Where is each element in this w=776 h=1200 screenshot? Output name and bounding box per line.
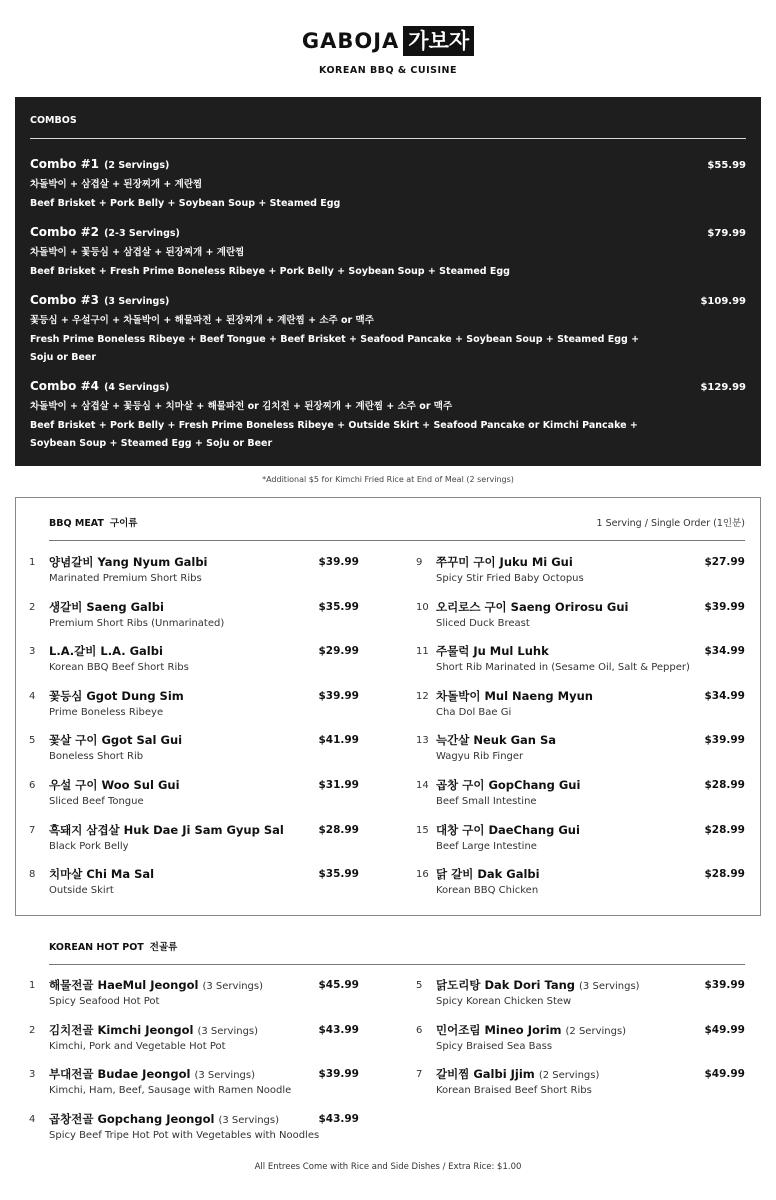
item-price: $39.99 bbox=[318, 1068, 359, 1081]
item-price: $43.99 bbox=[318, 1023, 359, 1036]
item-name: 늑간살 Neuk Gan Sa bbox=[436, 733, 557, 748]
item-number: 5 bbox=[416, 980, 423, 991]
bbq-section-header bbox=[49, 515, 745, 529]
menu-item bbox=[416, 599, 745, 635]
menu-item bbox=[29, 822, 359, 858]
item-price: $45.99 bbox=[318, 979, 359, 991]
combo-price: $129.99 bbox=[700, 382, 746, 393]
item-name: 닭 갈비 Dak Galbi bbox=[436, 867, 540, 882]
menu-item bbox=[416, 977, 745, 1013]
item-description: Spicy Korean Chicken Stew bbox=[436, 996, 572, 1007]
item-number: 1 bbox=[29, 980, 36, 991]
combo-korean: 차돌박이 + 삼겹살 + 꽃등심 + 치마살 + 해물파전 or 김치전 + 된장찌개 + 계란찜 + 소주 or 맥주 bbox=[30, 401, 453, 412]
combo-servings: (3 Servings) bbox=[104, 296, 170, 307]
item-number: 3 bbox=[29, 646, 36, 658]
item-description: Spicy Stir Fried Baby Octopus bbox=[436, 573, 584, 584]
combo-servings: (2 Servings) bbox=[104, 160, 170, 171]
combo-price: $55.99 bbox=[707, 160, 746, 171]
item-number: 12 bbox=[416, 690, 429, 702]
menu-item bbox=[29, 688, 359, 724]
item-name: 민어조림 Mineo Jorim (2 Servings) bbox=[436, 1022, 627, 1037]
menu-item bbox=[416, 732, 745, 768]
item-name: 꽃살 구이 Ggot Sal Gui bbox=[49, 733, 183, 748]
combo-korean: 차돌박이 + 삼겹살 + 된장찌개 + 계란찜 bbox=[30, 179, 203, 190]
item-description: Sliced Duck Breast bbox=[436, 617, 530, 629]
item-number: 4 bbox=[29, 690, 36, 702]
item-name: 쭈꾸미 구이 Juku Mi Gui bbox=[436, 555, 573, 569]
item-name: 부대전골 Budae Jeongol (3 Servings) bbox=[49, 1067, 255, 1082]
item-description: Beef Small Intestine bbox=[436, 796, 537, 807]
item-price: $28.99 bbox=[318, 823, 359, 836]
item-name: 갈비찜 Galbi Jjim (2 Servings) bbox=[436, 1067, 600, 1082]
item-name: 흑돼지 삼겹살 Huk Dae Ji Sam Gyup Sal bbox=[49, 822, 284, 837]
item-price: $43.99 bbox=[318, 1112, 359, 1125]
item-name: 생갈비 Saeng Galbi bbox=[49, 599, 164, 614]
bbq-section-title: BBQ MEAT 구이류 bbox=[49, 518, 138, 529]
item-servings: (3 Servings) bbox=[194, 1070, 255, 1082]
item-price: $29.99 bbox=[318, 645, 359, 658]
item-price: $39.99 bbox=[704, 979, 745, 991]
combo-name: Combo #1 bbox=[30, 157, 99, 171]
item-servings: (3 Servings) bbox=[197, 1025, 259, 1037]
item-description: Boneless Short Rib bbox=[49, 751, 144, 763]
item-description: Spicy Beef Tripe Hot Pot with Vegetables with Noodles bbox=[49, 1129, 320, 1141]
item-number: 15 bbox=[416, 824, 429, 836]
menu-item bbox=[416, 554, 745, 590]
divider bbox=[49, 540, 745, 541]
item-price: $34.99 bbox=[704, 689, 745, 702]
item-name: 차돌박이 Mul Naeng Myun bbox=[436, 688, 593, 703]
item-description: Premium Short Ribs (Unmarinated) bbox=[49, 617, 225, 629]
item-servings: (3 Servings) bbox=[202, 981, 264, 992]
serving-note: 1 Serving / Single Order (1인분) bbox=[596, 518, 745, 529]
menu-item bbox=[29, 732, 359, 768]
menu-item bbox=[416, 777, 745, 813]
divider bbox=[30, 138, 746, 139]
item-price: $28.99 bbox=[704, 779, 745, 791]
item-number: 7 bbox=[416, 1069, 423, 1081]
menu-item bbox=[29, 1022, 359, 1058]
item-number: 7 bbox=[29, 824, 36, 836]
combo-english: Fresh Prime Boneless Ribeye + Beef Tongue + Beef Brisket + Seafood Pancake + Soybean Soup + Steamed Egg + Soju or Beer bbox=[30, 334, 640, 363]
combo-name: Combo #3 bbox=[30, 293, 99, 307]
menu-item bbox=[29, 599, 359, 635]
item-price: $41.99 bbox=[318, 734, 359, 747]
brand-subtitle: KOREAN BBQ & CUISINE bbox=[319, 65, 457, 76]
item-description: Prime Boneless Ribeye bbox=[49, 706, 164, 718]
item-price: $34.99 bbox=[704, 645, 745, 658]
item-name: 양념갈비 Yang Nyum Galbi bbox=[49, 555, 208, 569]
item-price: $28.99 bbox=[704, 823, 745, 836]
combos-section bbox=[15, 97, 761, 466]
item-number: 2 bbox=[29, 1024, 36, 1036]
menu-item bbox=[29, 866, 359, 902]
item-number: 5 bbox=[29, 735, 36, 747]
item-description: Sliced Beef Tongue bbox=[49, 796, 144, 807]
item-price: $39.99 bbox=[704, 734, 745, 747]
item-name: 대창 구이 DaeChang Gui bbox=[436, 822, 580, 837]
item-number: 16 bbox=[416, 869, 429, 881]
combo-name: Combo #4 bbox=[30, 379, 99, 393]
combo-english: Beef Brisket + Pork Belly + Soybean Soup + Steamed Egg bbox=[30, 198, 341, 209]
item-servings: (3 Servings) bbox=[218, 1114, 280, 1126]
item-number: 14 bbox=[416, 780, 429, 791]
item-name: 곱창전골 Gopchang Jeongol (3 Servings) bbox=[49, 1111, 280, 1126]
combo-price: $79.99 bbox=[707, 228, 746, 239]
item-description: Korean BBQ Chicken bbox=[436, 885, 539, 897]
combo-servings: (2-3 Servings) bbox=[104, 228, 180, 239]
combo-korean: 차돌박이 + 꽃등심 + 삼겹살 + 된장찌개 + 계란찜 bbox=[30, 247, 245, 258]
brand-header bbox=[0, 26, 776, 76]
item-name: L.A.갈비 L.A. Galbi bbox=[49, 644, 163, 659]
item-servings: (2 Servings) bbox=[538, 1070, 600, 1082]
menu-item bbox=[416, 866, 745, 902]
combo-item bbox=[30, 375, 746, 453]
item-price: $35.99 bbox=[318, 600, 359, 613]
item-description: Spicy Braised Sea Bass bbox=[436, 1040, 553, 1052]
item-description: Kimchi, Pork and Vegetable Hot Pot bbox=[49, 1040, 226, 1052]
combos-title: COMBOS bbox=[30, 115, 77, 126]
item-servings: (3 Servings) bbox=[579, 981, 640, 992]
item-price: $27.99 bbox=[704, 556, 745, 568]
item-number: 3 bbox=[29, 1069, 36, 1081]
menu-item bbox=[29, 1066, 359, 1102]
item-price: $35.99 bbox=[318, 868, 359, 881]
item-description: Short Rib Marinated in (Sesame Oil, Salt & Pepper) bbox=[436, 662, 690, 674]
combo-item bbox=[30, 153, 746, 213]
item-name: 치마살 Chi Ma Sal bbox=[49, 867, 155, 882]
item-number: 9 bbox=[416, 557, 423, 568]
item-servings: (2 Servings) bbox=[565, 1025, 627, 1037]
item-description: Kimchi, Ham, Beef, Sausage with Ramen Noodle bbox=[49, 1085, 292, 1097]
hotpot-section-header bbox=[49, 939, 745, 953]
item-price: $39.99 bbox=[704, 600, 745, 613]
item-price: $28.99 bbox=[704, 868, 745, 881]
item-price: $39.99 bbox=[318, 689, 359, 702]
item-description: Spicy Seafood Hot Pot bbox=[49, 996, 160, 1007]
menu-item bbox=[29, 643, 359, 679]
menu-item bbox=[29, 977, 359, 1013]
brand-logo bbox=[302, 26, 474, 56]
item-name: 주물럭 Ju Mul Luhk bbox=[436, 644, 549, 659]
item-number: 10 bbox=[416, 601, 429, 613]
item-description: Beef Large Intestine bbox=[436, 840, 537, 852]
brand-name-korean: 가보자 bbox=[403, 26, 474, 56]
menu-item bbox=[416, 688, 745, 724]
item-price: $39.99 bbox=[318, 556, 359, 568]
footer-note: All Entrees Come with Rice and Side Dishes / Extra Rice: $1.00 bbox=[254, 1162, 522, 1172]
menu-item bbox=[416, 1022, 745, 1058]
item-number: 2 bbox=[29, 601, 36, 613]
item-number: 1 bbox=[29, 557, 36, 568]
menu-item bbox=[416, 822, 745, 858]
item-price: $31.99 bbox=[318, 779, 359, 791]
menu-item bbox=[29, 777, 359, 813]
menu-item bbox=[416, 643, 745, 679]
item-name: 닭도리탕 Dak Dori Tang (3 Servings) bbox=[436, 978, 640, 992]
item-price: $49.99 bbox=[704, 1068, 745, 1081]
combo-servings: (4 Servings) bbox=[104, 382, 170, 393]
item-number: 4 bbox=[29, 1113, 36, 1125]
combo-english: Beef Brisket + Fresh Prime Boneless Ribeye + Pork Belly + Soybean Soup + Steamed Egg bbox=[30, 266, 510, 277]
item-number: 6 bbox=[29, 780, 36, 791]
item-description: Cha Dol Bae Gi bbox=[436, 706, 512, 718]
menu-item bbox=[29, 554, 359, 590]
item-number: 6 bbox=[416, 1024, 423, 1036]
item-price: $49.99 bbox=[704, 1023, 745, 1036]
item-description: Marinated Premium Short Ribs bbox=[49, 573, 202, 584]
divider bbox=[49, 964, 745, 965]
item-description: Outside Skirt bbox=[49, 885, 114, 897]
menu-item bbox=[29, 1111, 359, 1147]
item-description: Wagyu Rib Finger bbox=[436, 751, 524, 763]
combo-name: Combo #2 bbox=[30, 225, 99, 239]
item-description: Korean BBQ Beef Short Ribs bbox=[49, 662, 189, 674]
combo-korean: 꽃등심 + 우설구이 + 차돌박이 + 해물파전 + 된장찌개 + 계란찜 + 소주 or 맥주 bbox=[30, 315, 374, 326]
hotpot-section-title: KOREAN HOT POT 전골류 bbox=[49, 942, 178, 953]
menu-item bbox=[416, 1066, 745, 1102]
item-number: 8 bbox=[29, 869, 36, 881]
item-name: 김치전골 Kimchi Jeongol (3 Servings) bbox=[49, 1022, 259, 1037]
fried-rice-note: *Additional $5 for Kimchi Fried Rice at End of Meal (2 servings) bbox=[262, 475, 514, 484]
combo-item bbox=[30, 221, 746, 281]
item-name: 해물전골 HaeMul Jeongol (3 Servings) bbox=[49, 978, 264, 992]
brand-name: GABOJA bbox=[301, 29, 400, 53]
item-name: 오리로스 구이 Saeng Orirosu Gui bbox=[436, 599, 629, 614]
combo-english: Beef Brisket + Pork Belly + Fresh Prime Boneless Ribeye + Outside Skirt + Seafood Pancake or Kimchi Pancake + Soybean Soup + Steamed Egg + Soju or Beer bbox=[30, 420, 638, 449]
item-name: 우설 구이 Woo Sul Gui bbox=[49, 778, 180, 792]
item-description: Black Pork Belly bbox=[49, 840, 129, 852]
combo-item bbox=[30, 289, 746, 367]
item-number: 13 bbox=[416, 735, 429, 747]
item-number: 11 bbox=[416, 646, 429, 658]
item-description: Korean Braised Beef Short Ribs bbox=[436, 1085, 592, 1097]
item-name: 꽃등심 Ggot Dung Sim bbox=[49, 688, 184, 703]
combo-price: $109.99 bbox=[700, 296, 746, 307]
item-name: 곱창 구이 GopChang Gui bbox=[436, 778, 581, 792]
